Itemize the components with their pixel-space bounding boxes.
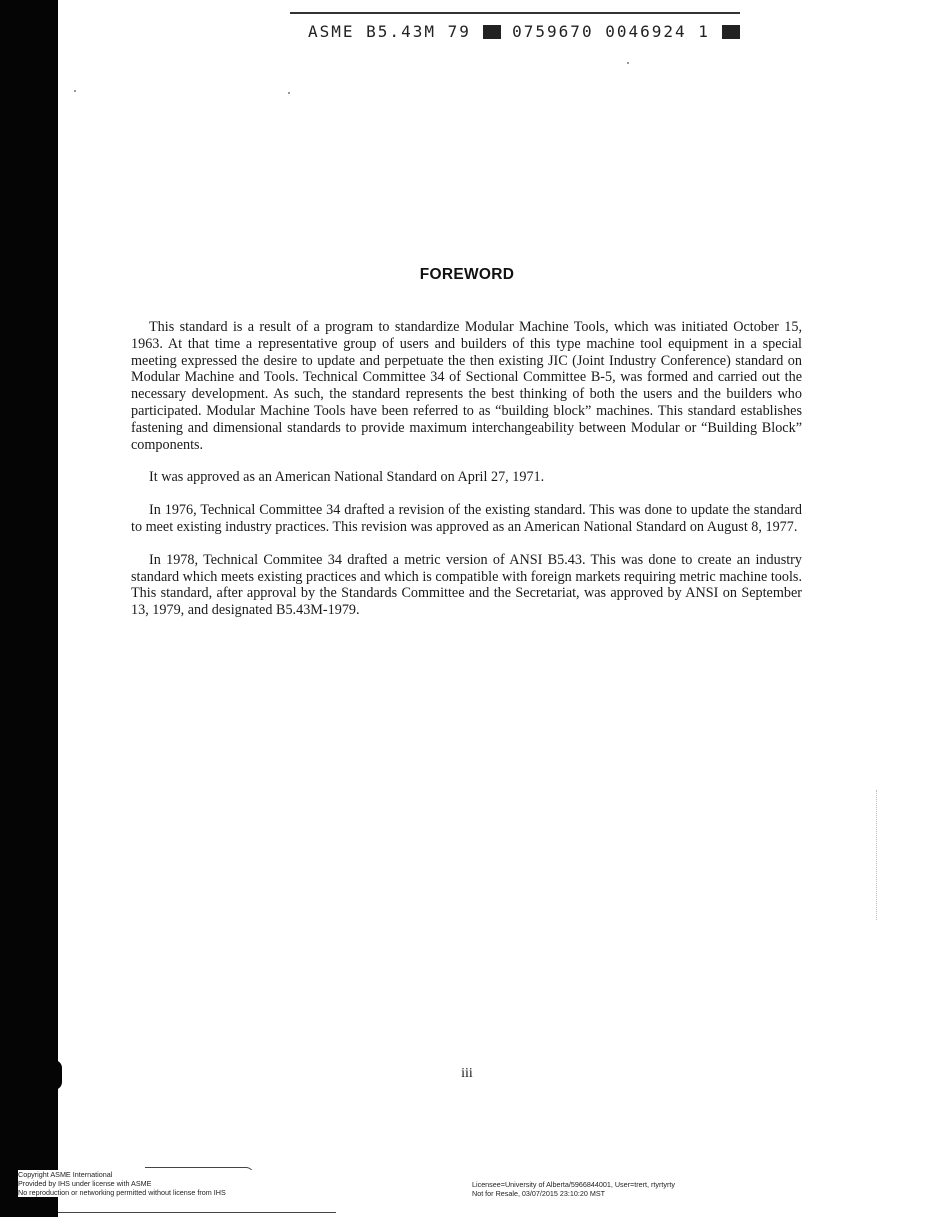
foreword-body bbox=[131, 319, 802, 635]
footer-line: Copyright ASME International bbox=[18, 1170, 113, 1179]
paragraph: In 1976, Technical Committee 34 drafted a revision of the existing standard. This was done to update the standard to meet existing industry practices. This revision was approved as an American National Standard on August 8, 1977. bbox=[131, 502, 802, 535]
redaction-block bbox=[483, 25, 501, 39]
scan-edge bbox=[0, 0, 58, 1217]
page-title: FOREWORD bbox=[419, 266, 515, 283]
footer-line: Provided by IHS under license with ASME bbox=[18, 1179, 152, 1188]
footer-line: Not for Resale, 03/07/2015 23:10:20 MST bbox=[472, 1189, 606, 1198]
paragraph: This standard is a result of a program to standardize Modular Machine Tools, which was initiated October 15, 1963. At that time a representative group of users and builders of this type machine tool equipment in a special meeting expressed the desire to update and perpetuate the then existing JIC (Joint Industry Conference) standard on Modular Machine and Tools. Technical Committee 34 of Sectional Committee B-5, was formed and carried out the necessary development. As such, the standard represents the best thinking of both the users and the builders who participated. Modular Machine Tools have been referred to as “building block” machines. This standard establishes fastening and dimensional standards to provide maximum interchangeability between Modular or “Building Block” components. bbox=[131, 319, 802, 453]
scan-speck bbox=[74, 90, 76, 92]
footer-rule bbox=[58, 1212, 336, 1213]
paragraph: In 1978, Technical Commitee 34 drafted a metric version of ANSI B5.43. This was done to create an industry standard which meets existing practices and which is compatible with foreign markets requiring metric machine tools. This standard, after approval by the Standards Committee and the Secretariat, was approved by ANSI on September 13, 1979, and designated B5.43M-1979. bbox=[131, 551, 802, 619]
redaction-block bbox=[722, 25, 740, 39]
document-code-prefix: ASME B5.43M 79 bbox=[308, 22, 471, 41]
footer-copyright bbox=[18, 1170, 258, 1197]
header-rule bbox=[290, 12, 740, 14]
document-code-number: 0759670 0046924 1 bbox=[512, 22, 710, 41]
paragraph: It was approved as an American National Standard on April 27, 1971. bbox=[149, 469, 545, 486]
scan-speck bbox=[627, 62, 629, 64]
page-number: iii bbox=[461, 1066, 473, 1081]
document-code-header bbox=[308, 22, 748, 41]
scan-speck bbox=[288, 92, 290, 94]
footer-line: No reproduction or networking permitted without license from IHS bbox=[18, 1188, 226, 1197]
scan-margin-marks bbox=[876, 790, 879, 920]
footer-license bbox=[472, 1180, 772, 1198]
footer-line: Licensee=University of Alberta/5966844001, User=trert, rtyrtyrty bbox=[472, 1180, 675, 1189]
